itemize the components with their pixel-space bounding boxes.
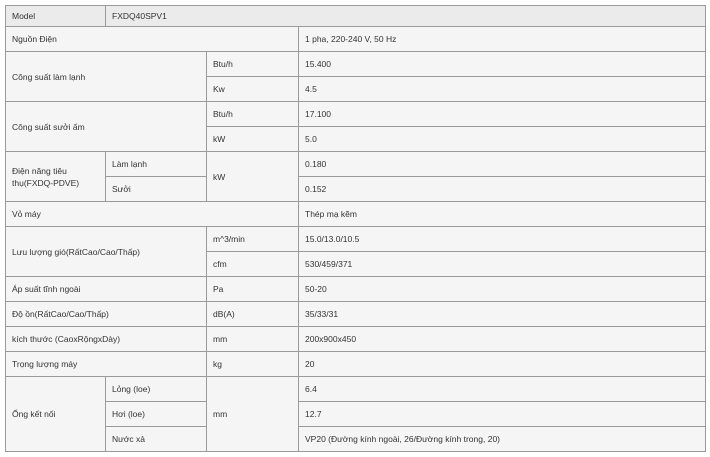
piping-name-2: Hơi (loe) xyxy=(106,402,207,427)
row-power-source xyxy=(6,27,706,52)
row-piping-3 xyxy=(6,427,706,452)
row-piping-1 xyxy=(6,377,706,402)
airflow-value-2: 530/459/371 xyxy=(299,252,706,277)
row-heating-capacity-1 xyxy=(6,102,706,127)
row-power-consumption-1 xyxy=(6,152,706,177)
row-external-static-pressure xyxy=(6,277,706,302)
row-sound-level xyxy=(6,302,706,327)
cooling-unit-1: Btu/h xyxy=(207,52,299,77)
power-consumption-unit: kW xyxy=(207,152,299,202)
dimensions-label: kích thước (CaoxRộngxDày) xyxy=(6,327,207,352)
dimensions-unit: mm xyxy=(207,327,299,352)
heating-unit-1: Btu/h xyxy=(207,102,299,127)
heating-unit-2: kW xyxy=(207,127,299,152)
weight-unit: kg xyxy=(207,352,299,377)
row-power-consumption-2 xyxy=(6,177,706,202)
airflow-value-1: 15.0/13.0/10.5 xyxy=(299,227,706,252)
external-static-pressure-value: 50-20 xyxy=(299,277,706,302)
piping-value-3: VP20 (Đường kính ngoài, 26/Đường kính trong, 20) xyxy=(299,427,706,452)
sound-level-label: Độ ồn(RấtCao/Cao/Thấp) xyxy=(6,302,207,327)
casing-label: Vỏ máy xyxy=(6,202,299,227)
airflow-label: Lưu lượng gió(RấtCao/Cao/Thấp) xyxy=(6,227,207,277)
piping-value-2: 12.7 xyxy=(299,402,706,427)
external-static-pressure-label: Áp suất tĩnh ngoài xyxy=(6,277,207,302)
airflow-unit-2: cfm xyxy=(207,252,299,277)
external-static-pressure-unit: Pa xyxy=(207,277,299,302)
sound-level-value: 35/33/31 xyxy=(299,302,706,327)
heating-capacity-label: Công suất sưởi ấm xyxy=(6,102,207,152)
power-consumption-label: Điện năng tiêu thụ(FXDQ-PDVE) xyxy=(6,152,106,202)
sound-level-unit: dB(A) xyxy=(207,302,299,327)
cooling-unit-2: Kw xyxy=(207,77,299,102)
piping-unit: mm xyxy=(207,377,299,452)
heating-value-1: 17.100 xyxy=(299,102,706,127)
power-consumption-mode-1: Làm lạnh xyxy=(106,152,207,177)
cooling-value-2: 4.5 xyxy=(299,77,706,102)
power-consumption-value-1: 0.180 xyxy=(299,152,706,177)
piping-label: Ống kết nối xyxy=(6,377,106,452)
row-airflow-1 xyxy=(6,227,706,252)
row-casing xyxy=(6,202,706,227)
cooling-value-1: 15.400 xyxy=(299,52,706,77)
power-source-label: Nguồn Điện xyxy=(6,27,299,52)
power-source-value: 1 pha, 220-240 V, 50 Hz xyxy=(299,27,706,52)
row-piping-2 xyxy=(6,402,706,427)
spec-table xyxy=(5,5,706,452)
piping-name-3: Nước xả xyxy=(106,427,207,452)
row-cooling-capacity-1 xyxy=(6,52,706,77)
weight-value: 20 xyxy=(299,352,706,377)
piping-value-1: 6.4 xyxy=(299,377,706,402)
spec-table-container xyxy=(5,5,706,452)
dimensions-value: 200x900x450 xyxy=(299,327,706,352)
piping-name-1: Lỏng (loe) xyxy=(106,377,207,402)
cooling-capacity-label: Công suất làm lạnh xyxy=(6,52,207,102)
casing-value: Thép mạ kẽm xyxy=(299,202,706,227)
power-consumption-mode-2: Sưởi xyxy=(106,177,207,202)
weight-label: Trọng lượng máy xyxy=(6,352,207,377)
heating-value-2: 5.0 xyxy=(299,127,706,152)
row-model xyxy=(6,6,706,27)
row-dimensions xyxy=(6,327,706,352)
row-weight xyxy=(6,352,706,377)
model-value: FXDQ40SPV1 xyxy=(106,6,706,27)
power-consumption-value-2: 0.152 xyxy=(299,177,706,202)
airflow-unit-1: m^3/min xyxy=(207,227,299,252)
model-label: Model xyxy=(6,6,106,27)
